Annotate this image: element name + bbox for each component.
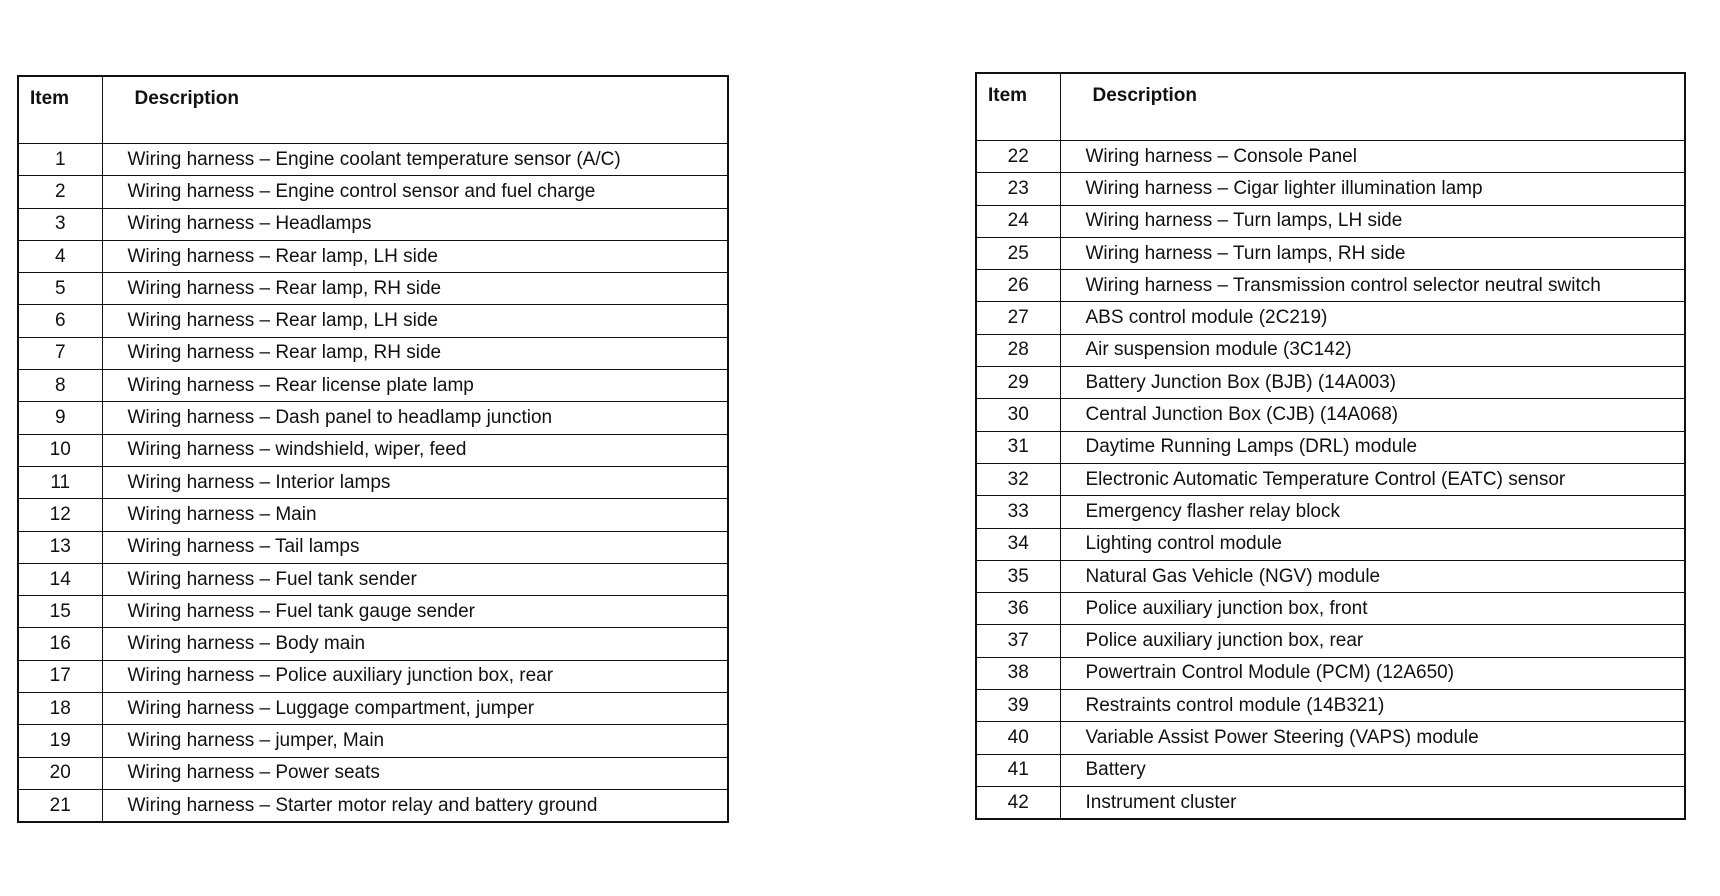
table-row (18, 789, 728, 822)
item-number: 19 (18, 725, 102, 757)
column-header-description: Description (102, 76, 728, 144)
item-description: Wiring harness – Turn lamps, LH side (1060, 205, 1685, 237)
item-number: 32 (976, 463, 1060, 495)
table-row (18, 531, 728, 563)
table-row (18, 240, 728, 272)
table-row (976, 399, 1685, 431)
item-description: Wiring harness – Police auxiliary junction box, rear (102, 660, 728, 692)
item-description: Central Junction Box (CJB) (14A068) (1060, 399, 1685, 431)
item-number: 13 (18, 531, 102, 563)
item-number: 1 (18, 144, 102, 176)
item-description: Wiring harness – Engine control sensor and fuel charge (102, 176, 728, 208)
item-description: Battery Junction Box (BJB) (14A003) (1060, 367, 1685, 399)
item-description: Wiring harness – Rear lamp, LH side (102, 240, 728, 272)
table-row (976, 141, 1685, 173)
item-number: 8 (18, 370, 102, 402)
table-row (976, 528, 1685, 560)
table-row (18, 725, 728, 757)
item-description: Wiring harness – Fuel tank sender (102, 563, 728, 595)
table-row (18, 370, 728, 402)
item-number: 39 (976, 690, 1060, 722)
item-description: Police auxiliary junction box, front (1060, 593, 1685, 625)
item-description: Wiring harness – Rear lamp, LH side (102, 305, 728, 337)
item-description: Lighting control module (1060, 528, 1685, 560)
item-description: Wiring harness – Headlamps (102, 208, 728, 240)
item-number: 37 (976, 625, 1060, 657)
item-description: Battery (1060, 754, 1685, 786)
item-number: 16 (18, 628, 102, 660)
table-row (976, 302, 1685, 334)
item-number: 41 (976, 754, 1060, 786)
table-row (18, 176, 728, 208)
table-row (18, 305, 728, 337)
table-row (18, 434, 728, 466)
item-number: 31 (976, 431, 1060, 463)
table-row (18, 499, 728, 531)
item-description: Air suspension module (3C142) (1060, 334, 1685, 366)
item-number: 2 (18, 176, 102, 208)
item-description: Wiring harness – Transmission control selector neutral switch (1060, 270, 1685, 302)
table-row (976, 173, 1685, 205)
item-description: Wiring harness – Console Panel (1060, 141, 1685, 173)
table-row (18, 660, 728, 692)
table-row (18, 563, 728, 595)
item-number: 38 (976, 657, 1060, 689)
item-description: Wiring harness – Power seats (102, 757, 728, 789)
item-description: ABS control module (2C219) (1060, 302, 1685, 334)
item-number: 14 (18, 563, 102, 595)
item-description: Natural Gas Vehicle (NGV) module (1060, 560, 1685, 592)
table-row (976, 560, 1685, 592)
item-number: 27 (976, 302, 1060, 334)
table-row (976, 722, 1685, 754)
item-description: Wiring harness – Interior lamps (102, 466, 728, 498)
item-description: Wiring harness – Dash panel to headlamp junction (102, 402, 728, 434)
item-number: 21 (18, 789, 102, 822)
item-number: 24 (976, 205, 1060, 237)
item-number: 6 (18, 305, 102, 337)
table-row (18, 628, 728, 660)
item-description: Wiring harness – Starter motor relay and battery ground (102, 789, 728, 822)
item-number: 3 (18, 208, 102, 240)
column-header-item: Item (18, 76, 102, 144)
table-row (976, 690, 1685, 722)
item-number: 25 (976, 237, 1060, 269)
table-row (18, 693, 728, 725)
item-number: 15 (18, 596, 102, 628)
table-row (18, 144, 728, 176)
legend-table-left (17, 75, 729, 823)
item-number: 35 (976, 560, 1060, 592)
item-description: Electronic Automatic Temperature Control (EATC) sensor (1060, 463, 1685, 495)
table-row (976, 237, 1685, 269)
item-number: 34 (976, 528, 1060, 560)
item-description: Wiring harness – Tail lamps (102, 531, 728, 563)
table-row (18, 757, 728, 789)
table-row (976, 431, 1685, 463)
item-description: Wiring harness – Turn lamps, RH side (1060, 237, 1685, 269)
item-description: Wiring harness – Rear lamp, RH side (102, 273, 728, 305)
item-description: Wiring harness – Rear lamp, RH side (102, 337, 728, 369)
table-row (976, 334, 1685, 366)
table-row (18, 596, 728, 628)
item-description: Daytime Running Lamps (DRL) module (1060, 431, 1685, 463)
table-row (976, 786, 1685, 819)
item-description: Wiring harness – Engine coolant temperature sensor (A/C) (102, 144, 728, 176)
item-number: 4 (18, 240, 102, 272)
item-description: Powertrain Control Module (PCM) (12A650) (1060, 657, 1685, 689)
item-number: 36 (976, 593, 1060, 625)
item-number: 10 (18, 434, 102, 466)
item-description: Police auxiliary junction box, rear (1060, 625, 1685, 657)
item-number: 9 (18, 402, 102, 434)
column-header-description: Description (1060, 73, 1685, 141)
item-number: 22 (976, 141, 1060, 173)
column-header-item: Item (976, 73, 1060, 141)
item-description: Wiring harness – jumper, Main (102, 725, 728, 757)
item-number: 11 (18, 466, 102, 498)
item-description: Restraints control module (14B321) (1060, 690, 1685, 722)
table-row (976, 754, 1685, 786)
item-number: 23 (976, 173, 1060, 205)
item-number: 12 (18, 499, 102, 531)
item-number: 20 (18, 757, 102, 789)
item-description: Wiring harness – Main (102, 499, 728, 531)
table-row (18, 402, 728, 434)
table-row (976, 463, 1685, 495)
item-number: 28 (976, 334, 1060, 366)
item-number: 33 (976, 496, 1060, 528)
item-description: Variable Assist Power Steering (VAPS) module (1060, 722, 1685, 754)
item-description: Wiring harness – Luggage compartment, jumper (102, 693, 728, 725)
item-number: 7 (18, 337, 102, 369)
item-description: Wiring harness – Fuel tank gauge sender (102, 596, 728, 628)
header-row (976, 73, 1685, 141)
table-row (18, 466, 728, 498)
item-description: Wiring harness – Rear license plate lamp (102, 370, 728, 402)
table-row (976, 205, 1685, 237)
item-number: 17 (18, 660, 102, 692)
item-number: 29 (976, 367, 1060, 399)
legend-table-right (975, 72, 1686, 820)
table-row (18, 337, 728, 369)
table-row (976, 625, 1685, 657)
item-number: 18 (18, 693, 102, 725)
item-description: Wiring harness – Body main (102, 628, 728, 660)
item-description: Instrument cluster (1060, 786, 1685, 819)
item-number: 30 (976, 399, 1060, 431)
item-number: 5 (18, 273, 102, 305)
table-row (976, 496, 1685, 528)
item-number: 40 (976, 722, 1060, 754)
item-description: Wiring harness – Cigar lighter illumination lamp (1060, 173, 1685, 205)
item-description: Wiring harness – windshield, wiper, feed (102, 434, 728, 466)
item-number: 42 (976, 786, 1060, 819)
table-row (18, 273, 728, 305)
item-number: 26 (976, 270, 1060, 302)
table-row (976, 270, 1685, 302)
item-description: Emergency flasher relay block (1060, 496, 1685, 528)
header-row (18, 76, 728, 144)
table-row (976, 593, 1685, 625)
table-row (18, 208, 728, 240)
table-row (976, 367, 1685, 399)
table-row (976, 657, 1685, 689)
